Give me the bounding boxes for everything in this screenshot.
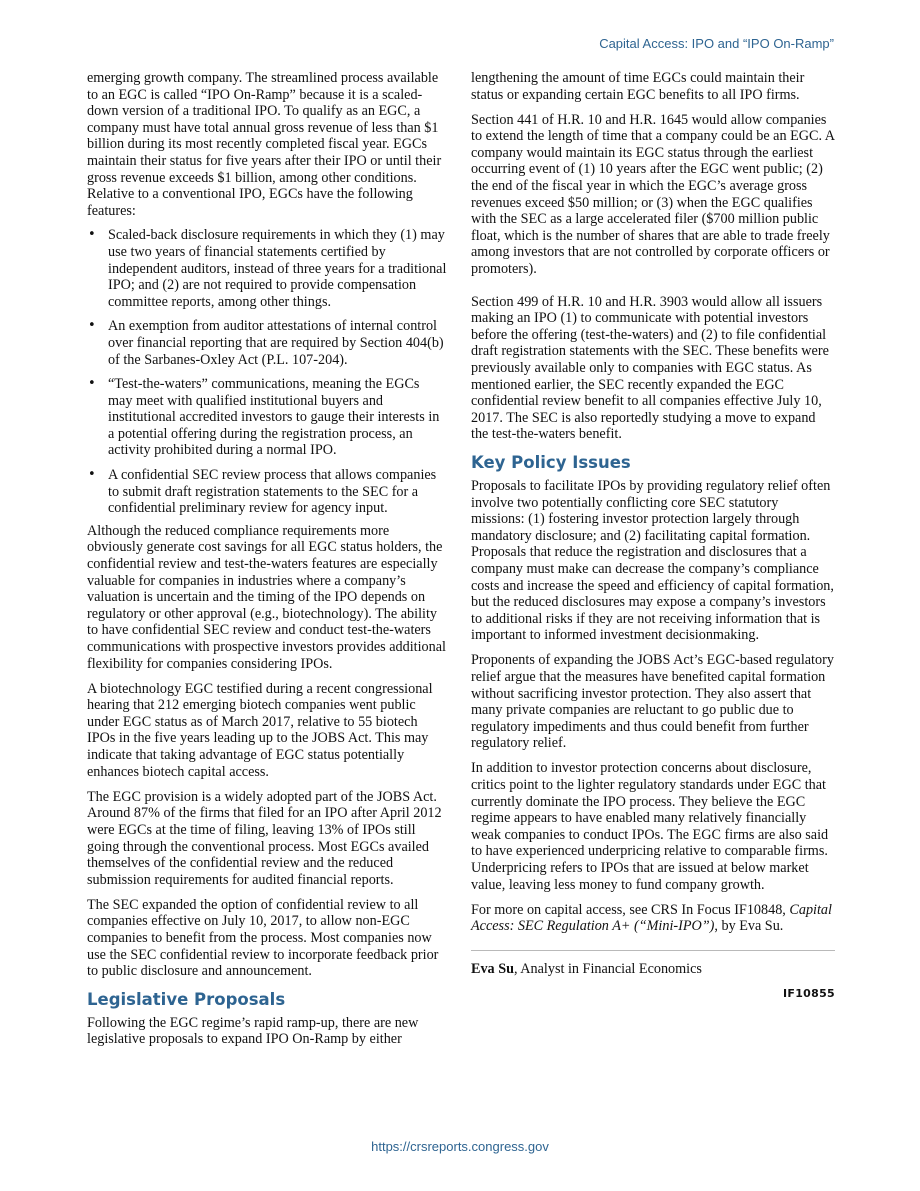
policy-paragraph: In addition to investor protection concerns about disclosure, critics point to the lighter regulatory standards under EGC that currently dominate the IPO process. They believe the EGC regime appears to have enabled many relatively financially weak companies to conduct IPOs. The EGC firms are also said to have experienced underpricing relative to comparable firms. Underpricing refers to IPOs that are issued at below market value, leaving less money to fund company growth. — [471, 760, 829, 893]
key-policy-issues-heading: Key Policy Issues — [471, 452, 631, 472]
footer-url-link[interactable]: https://crsreports.congress.gov — [371, 1139, 549, 1154]
continuation-paragraph: lengthening the amount of time EGCs could maintain their status or expanding certain EGC benefits to all IPO firms. — [471, 70, 805, 103]
author-name: Eva Su — [471, 960, 514, 977]
author-role: , Analyst in Financial Economics — [513, 960, 702, 977]
legislative-proposals-heading: Legislative Proposals — [87, 989, 286, 1009]
more-info-paragraph — [471, 902, 835, 935]
author-divider — [471, 950, 835, 951]
section-499-paragraph: Section 499 of H.R. 10 and H.R. 3903 would allow all issuers making an IPO (1) to communicate with potential investors before the offering (test-the-waters) and (2) to file confidential draft registration statements with the SEC. These benefits were previously available only to companies with EGC status. As mentioned earlier, the SEC recently expanded the EGC confidential review benefit to all companies effective July 10, 2017. The SEC is also reportedly studying a move to expand the test-the-waters benefit. — [471, 293, 829, 443]
feature-bullet-disclosure: • Scaled-back disclosure requirements in which they (1) may use two years of financial statements certified by independent auditors, instead of three years for a traditional IPO; and (2) are not required to provide compensation committee reports, among other things. — [87, 227, 447, 310]
feature-bullet-confidential-review: • A confidential SEC review process that allows companies to submit draft registration statements to the SEC for a confidential preliminary review for agency input. — [87, 467, 447, 517]
policy-paragraph: Proposals to facilitate IPOs by providing regulatory relief often involve two potentially conflicting core SEC statutory missions: (1) fostering investor protection largely through mandatory disclosure; and (2) facilitating capital formation. Proposals that reduce the registration and disclosures that a company must make can decrease the company’s compliance costs and increase the speed and efficiency of capital formation, but the reduced disclosures may expose a company’s investors to additional risks if they are not receiving information that is important to informed investment decisionmaking. — [471, 477, 834, 644]
running-header-title: Capital Access: IPO and “IPO On-Ramp” — [599, 36, 834, 51]
legislative-paragraph: Following the EGC regime’s rapid ramp-up, there are new legislative proposals to expand IPO On-Ramp by either — [87, 1014, 419, 1048]
related-report-title: Capital Access: SEC Regulation A+ (“Mini-IPO”) — [471, 901, 832, 935]
body-paragraph: The EGC provision is a widely adopted part of the JOBS Act. Around 87% of the firms that filed for an IPO after April 2012 were EGCs at the time of filing, leaving 13% of IPOs still going through the conventional process. Most EGCs availed themselves of the confidential review and the reduced submission requirements for audited financial reports. — [87, 788, 442, 888]
right-column — [471, 70, 835, 1003]
left-column — [87, 70, 447, 1056]
more-info-suffix: , by Eva Su. — [714, 918, 784, 935]
body-paragraph: A biotechnology EGC testified during a recent congressional hearing that 212 emerging biotech companies went public under EGC status as of March 2017, relative to 55 biotech IPOs in the five years leading up to the JOBS Act. This may indicate that taking advantage of EGC status potentially enhances biotech capital access. — [87, 680, 433, 780]
feature-bullet-test-the-waters: • “Test-the-waters” communications, meaning the EGCs may meet with qualified institutional buyers and institutional accredited investors to gauge their interests in a potential offering during the registration process, an activity prohibited during a normal IPO. — [87, 376, 447, 459]
section-441-paragraph: Section 441 of H.R. 10 and H.R. 1645 would allow companies to extend the length of time that a company could be an EGC. A company would maintain its EGC status through the earliest occurring event of (1) 10 years after the EGC went public; (2) the end of the fiscal year in which the EGC’s average gross revenues exceed $50 million; or (3) when the EGC qualifies with the SEC as a large accelerated filer ($700 million public float, which is the number of shares that are able to trade freely among investors that are not controlled by corporate officers or promoters). — [471, 111, 835, 278]
policy-paragraph: Proponents of expanding the JOBS Act’s EGC-based regulatory relief argue that the measures have benefited capital formation without sacrificing investor protection. They also assert that many private companies are reluctant to go public due to regulatory impediments and thus could benefit from further regulatory relief. — [471, 652, 834, 752]
more-info-prefix: For more on capital access, see CRS In Focus IF10848, — [471, 901, 790, 918]
egc-features-list — [87, 227, 447, 517]
feature-bullet-auditor-exemption: • An exemption from auditor attestations of internal control over financial reporting that are required by Section 404(b) of the Sarbanes-Oxley Act (P.L. 107-204). — [87, 318, 447, 368]
body-paragraph: Although the reduced compliance requirements more obviously generate cost savings for all EGC status holders, the confidential review and test-the-waters features are especially valuable for companies in industries where a company’s valuation is uncertain and the timing of the IPO depends on regulatory or other approval (e.g., biotechnology). The ability to have confidential SEC review and conduct test-the-waters communications with prospective investors provides additional flexibility for companies considering IPOs. — [87, 522, 446, 672]
author-line — [471, 961, 835, 978]
report-id: IF10855 — [783, 987, 835, 1000]
body-paragraph: The SEC expanded the option of confidential review to all companies effective on July 10, 2017, to allow non-EGC companies to benefit from the process. Most companies now use the SEC confidential review to incorporate feedback prior to public disclosure and announcement. — [87, 896, 439, 980]
intro-paragraph: emerging growth company. The streamlined process available to an EGC is called “IPO On-Ramp” because it is a scaled-down version of a traditional IPO. To qualify as an EGC, a company must have total annual gross revenue of less than $1 billion during its most recently completed fiscal year. EGCs maintain their status for five years after their IPO or until their gross revenue exceeds $1 billion, among other conditions. Relative to a conventional IPO, EGCs have the following features: — [87, 70, 442, 219]
